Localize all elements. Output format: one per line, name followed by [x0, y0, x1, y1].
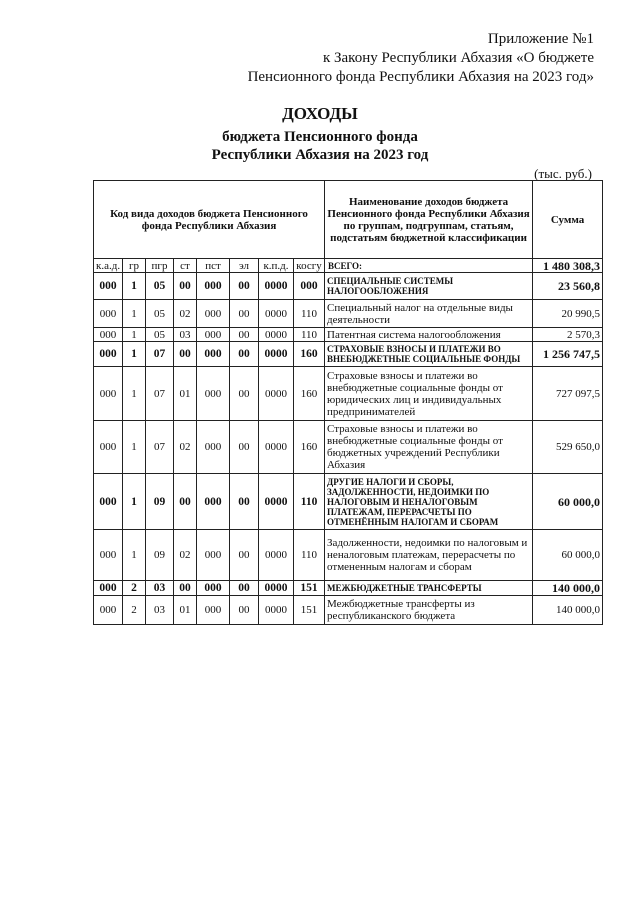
total-sum: 1 480 308,3	[533, 259, 603, 273]
code-cell: 000	[197, 300, 230, 328]
revenue-name-cell: ДРУГИЕ НАЛОГИ И СБОРЫ, ЗАДОЛЖЕННОСТИ, НЕДОИМКИ ПО НАЛОГОВЫМ И НЕНАЛОГОВЫМ ПЛАТЕЖАМ, ПЕРЕРАСЧЕТЫ ПО ОТМЕНЁННЫМ НАЛОГАМ И СБОРАМ	[325, 474, 533, 530]
document-title: ДОХОДЫ	[282, 104, 358, 123]
code-cell: 0000	[259, 300, 294, 328]
revenue-name-cell: Страховые взносы и платежи во внебюджетные социальные фонды от юридических лиц и индивидуальных предпринимателей	[325, 367, 533, 421]
code-cell: 00	[230, 581, 259, 596]
code-cell: 01	[174, 596, 197, 625]
revenue-name-cell: СПЕЦИАЛЬНЫЕ СИСТЕМЫ НАЛОГООБЛОЖЕНИЯ	[325, 273, 533, 300]
revenue-table	[93, 180, 603, 625]
code-cell: 07	[146, 367, 174, 421]
code-cell: 0000	[259, 342, 294, 367]
code-cell: 000	[197, 421, 230, 474]
revenue-name-cell: СТРАХОВЫЕ ВЗНОСЫ И ПЛАТЕЖИ ВО ВНЕБЮДЖЕТНЫЕ СОЦИАЛЬНЫЕ ФОНДЫ	[325, 342, 533, 367]
code-cell: 00	[230, 273, 259, 300]
code-cell: 0000	[259, 328, 294, 342]
table-row	[94, 300, 603, 328]
code-cell: 00	[230, 300, 259, 328]
table-row	[94, 273, 603, 300]
code-cell: 000	[197, 596, 230, 625]
code-cell: 1	[123, 300, 146, 328]
code-cell: 000	[197, 367, 230, 421]
subheader-cell: к.а.д.	[94, 259, 123, 273]
amount-cell: 60 000,0	[533, 474, 603, 530]
code-cell: 1	[123, 474, 146, 530]
header-name: Наименование доходов бюджета Пенсионного фонда Республики Абхазия по группам, подгруппам, статьям, подстатьям бюджетной классификации	[325, 181, 533, 259]
appendix-reference	[248, 30, 594, 87]
code-cell: 110	[294, 328, 325, 342]
code-cell: 000	[294, 273, 325, 300]
revenue-name-cell: Страховые взносы и платежи во внебюджетные социальные фонды от бюджетных учреждений Республики Абхазия	[325, 421, 533, 474]
code-cell: 0000	[259, 530, 294, 581]
amount-cell: 140 000,0	[533, 596, 603, 625]
code-cell: 07	[146, 342, 174, 367]
table-row	[94, 596, 603, 625]
code-cell: 000	[197, 530, 230, 581]
table-row	[94, 421, 603, 474]
subheader-cell: эл	[230, 259, 259, 273]
code-cell: 160	[294, 342, 325, 367]
subtitle-line: бюджета Пенсионного фонда	[222, 129, 418, 145]
code-cell: 0000	[259, 581, 294, 596]
code-cell: 00	[230, 328, 259, 342]
code-cell: 00	[230, 342, 259, 367]
code-cell: 1	[123, 342, 146, 367]
code-cell: 00	[174, 342, 197, 367]
code-cell: 00	[174, 581, 197, 596]
code-cell: 000	[94, 474, 123, 530]
revenue-name-cell: Специальный налог на отдельные виды деятельности	[325, 300, 533, 328]
code-cell: 01	[174, 367, 197, 421]
code-cell: 00	[230, 421, 259, 474]
table-row	[94, 367, 603, 421]
header-code: Код вида доходов бюджета Пенсионного фонда Республики Абхазия	[94, 181, 325, 259]
subheader-cell: ст	[174, 259, 197, 273]
code-cell: 000	[197, 273, 230, 300]
code-cell: 000	[94, 300, 123, 328]
total-label: ВСЕГО:	[325, 259, 533, 273]
table-row	[94, 474, 603, 530]
table-subheader-row	[94, 259, 603, 273]
amount-cell: 2 570,3	[533, 328, 603, 342]
code-cell: 000	[197, 581, 230, 596]
revenue-name-cell: Межбюджетные трансферты из республиканского бюджета	[325, 596, 533, 625]
code-cell: 05	[146, 328, 174, 342]
code-cell: 00	[230, 474, 259, 530]
amount-cell: 60 000,0	[533, 530, 603, 581]
code-cell: 00	[230, 530, 259, 581]
code-cell: 00	[230, 596, 259, 625]
code-cell: 09	[146, 530, 174, 581]
code-cell: 000	[94, 367, 123, 421]
code-cell: 000	[197, 328, 230, 342]
subheader-cell: косгу	[294, 259, 325, 273]
appendix-line: Приложение №1	[487, 31, 594, 47]
code-cell: 160	[294, 367, 325, 421]
code-cell: 03	[146, 596, 174, 625]
code-cell: 0000	[259, 421, 294, 474]
code-cell: 02	[174, 300, 197, 328]
amount-cell: 727 097,5	[533, 367, 603, 421]
code-cell: 1	[123, 367, 146, 421]
code-cell: 02	[174, 530, 197, 581]
code-cell: 0000	[259, 596, 294, 625]
code-cell: 2	[123, 581, 146, 596]
code-cell: 1	[123, 273, 146, 300]
code-cell: 000	[94, 273, 123, 300]
code-cell: 02	[174, 421, 197, 474]
revenue-name-cell: Задолженности, недоимки по налоговым и неналоговым платежам, перерасчеты по отмененным налогам и сборам	[325, 530, 533, 581]
code-cell: 000	[94, 328, 123, 342]
code-cell: 00	[174, 474, 197, 530]
appendix-line: к Закону Республики Абхазия «О бюджете	[322, 50, 594, 66]
subheader-cell: гр	[123, 259, 146, 273]
code-cell: 00	[174, 273, 197, 300]
amount-cell: 20 990,5	[533, 300, 603, 328]
code-cell: 000	[94, 581, 123, 596]
units-note: (тыс. руб.)	[534, 166, 592, 181]
table-header-row	[94, 181, 603, 259]
revenue-name-cell: МЕЖБЮДЖЕТНЫЕ ТРАНСФЕРТЫ	[325, 581, 533, 596]
amount-cell: 529 650,0	[533, 421, 603, 474]
code-cell: 1	[123, 530, 146, 581]
code-cell: 1	[123, 328, 146, 342]
code-cell: 000	[94, 530, 123, 581]
code-cell: 110	[294, 530, 325, 581]
table-row	[94, 342, 603, 367]
code-cell: 0000	[259, 367, 294, 421]
code-cell: 151	[294, 596, 325, 625]
revenue-name-cell: Патентная система налогообложения	[325, 328, 533, 342]
code-cell: 1	[123, 421, 146, 474]
subheader-cell: пст	[197, 259, 230, 273]
appendix-line: Пенсионного фонда Республики Абхазия на 2023 год»	[247, 69, 594, 85]
code-cell: 03	[174, 328, 197, 342]
code-cell: 000	[94, 596, 123, 625]
table-row	[94, 530, 603, 581]
code-cell: 160	[294, 421, 325, 474]
subheader-cell: к.п.д.	[259, 259, 294, 273]
code-cell: 07	[146, 421, 174, 474]
code-cell: 0000	[259, 474, 294, 530]
header-sum: Сумма	[533, 181, 603, 259]
amount-cell: 140 000,0	[533, 581, 603, 596]
code-cell: 0000	[259, 273, 294, 300]
code-cell: 151	[294, 581, 325, 596]
amount-cell: 23 560,8	[533, 273, 603, 300]
table-row	[94, 328, 603, 342]
document-subtitle	[0, 128, 640, 164]
code-cell: 03	[146, 581, 174, 596]
code-cell: 05	[146, 300, 174, 328]
code-cell: 00	[230, 367, 259, 421]
code-cell: 000	[197, 474, 230, 530]
subtitle-line: Республики Абхазия на 2023 год	[211, 147, 429, 163]
code-cell: 000	[197, 342, 230, 367]
code-cell: 000	[94, 342, 123, 367]
code-cell: 2	[123, 596, 146, 625]
subheader-cell: пгр	[146, 259, 174, 273]
code-cell: 110	[294, 474, 325, 530]
table-body	[94, 273, 603, 625]
amount-cell: 1 256 747,5	[533, 342, 603, 367]
code-cell: 09	[146, 474, 174, 530]
code-cell: 000	[94, 421, 123, 474]
table-row	[94, 581, 603, 596]
code-cell: 05	[146, 273, 174, 300]
code-cell: 110	[294, 300, 325, 328]
